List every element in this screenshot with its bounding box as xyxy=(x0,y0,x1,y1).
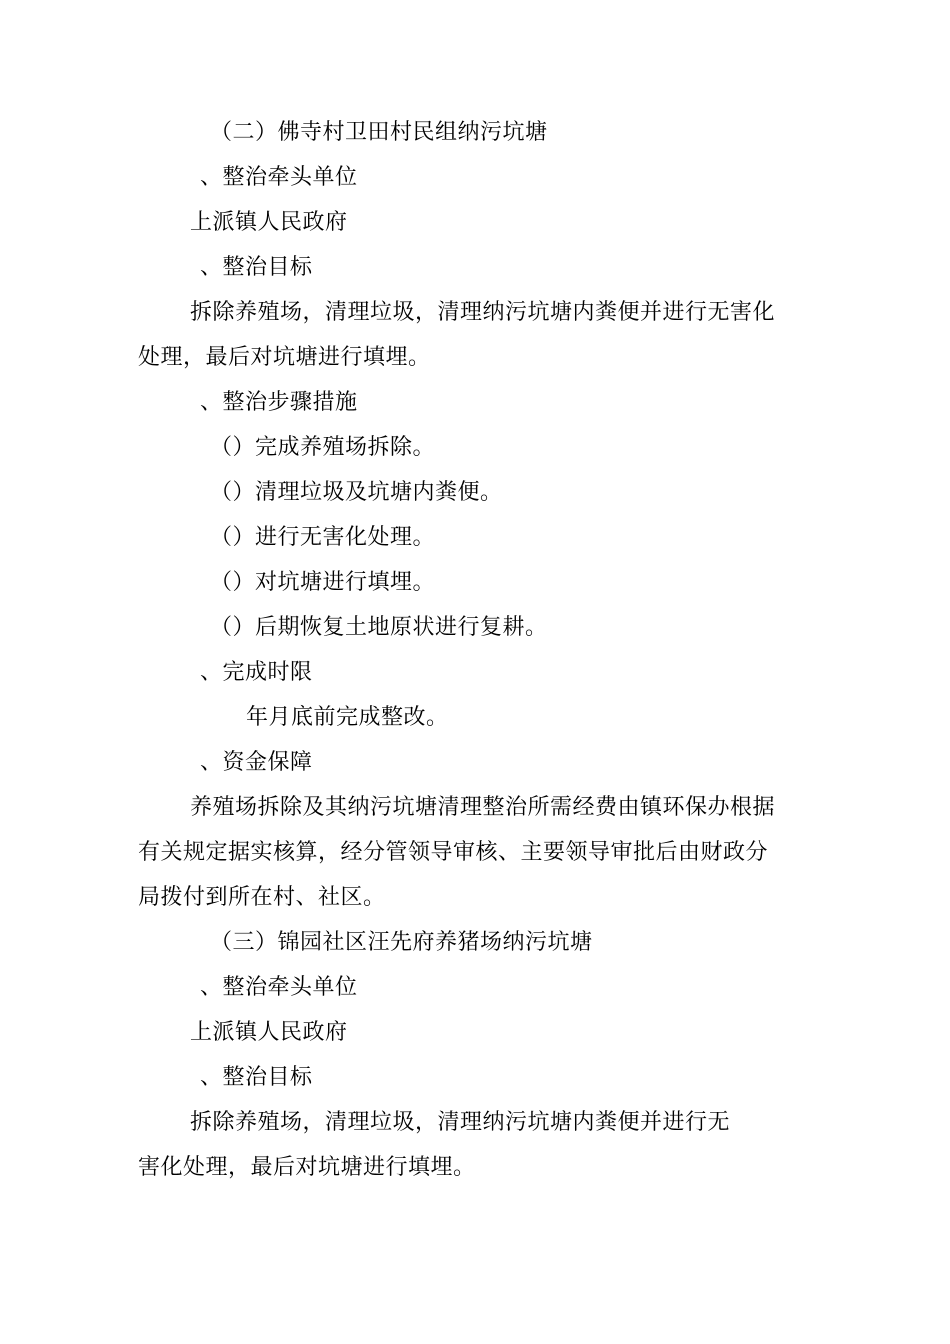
goal-text-line-2: 害化处理，最后对坑塘进行填埋。 xyxy=(138,1155,476,1180)
subheading-deadline: 、完成时限 xyxy=(200,660,313,685)
section-heading-2: （二）佛寺村卫田村民组纳污坑塘 xyxy=(210,120,548,145)
funding-text-line-2: 有关规定据实核算，经分管领导审核、主要领导审批后由财政分 xyxy=(138,840,769,865)
subheading-funding: 、资金保障 xyxy=(200,750,313,775)
goal-text-line-2: 处理，最后对坑塘进行填埋。 xyxy=(138,345,431,370)
step-item: （）完成养殖场拆除。 xyxy=(210,435,436,460)
lead-unit-text: 上派镇人民政府 xyxy=(190,210,348,235)
funding-text-line-3: 局拨付到所在村、社区。 xyxy=(138,885,386,910)
funding-text-line-1: 养殖场拆除及其纳污坑塘清理整治所需经费由镇环保办根据 xyxy=(190,795,776,820)
step-item: （）对坑塘进行填埋。 xyxy=(210,570,436,595)
subheading-lead-unit: 、整治牵头单位 xyxy=(200,975,358,1000)
deadline-text: 年月底前完成整改。 xyxy=(246,705,449,730)
subheading-steps: 、整治步骤措施 xyxy=(200,390,358,415)
goal-text-line-1: 拆除养殖场，清理垃圾，清理纳污坑塘内粪便并进行无害化 xyxy=(190,300,776,325)
subheading-goal: 、整治目标 xyxy=(200,255,313,280)
goal-text-line-1: 拆除养殖场，清理垃圾，清理纳污坑塘内粪便并进行无 xyxy=(190,1110,731,1135)
step-item: （）后期恢复土地原状进行复耕。 xyxy=(210,615,548,640)
step-item: （）清理垃圾及坑塘内粪便。 xyxy=(210,480,503,505)
lead-unit-text: 上派镇人民政府 xyxy=(190,1020,348,1045)
subheading-lead-unit: 、整治牵头单位 xyxy=(200,165,358,190)
subheading-goal: 、整治目标 xyxy=(200,1065,313,1090)
step-item: （）进行无害化处理。 xyxy=(210,525,436,550)
section-heading-3: （三）锦园社区汪先府养猪场纳污坑塘 xyxy=(210,930,593,955)
